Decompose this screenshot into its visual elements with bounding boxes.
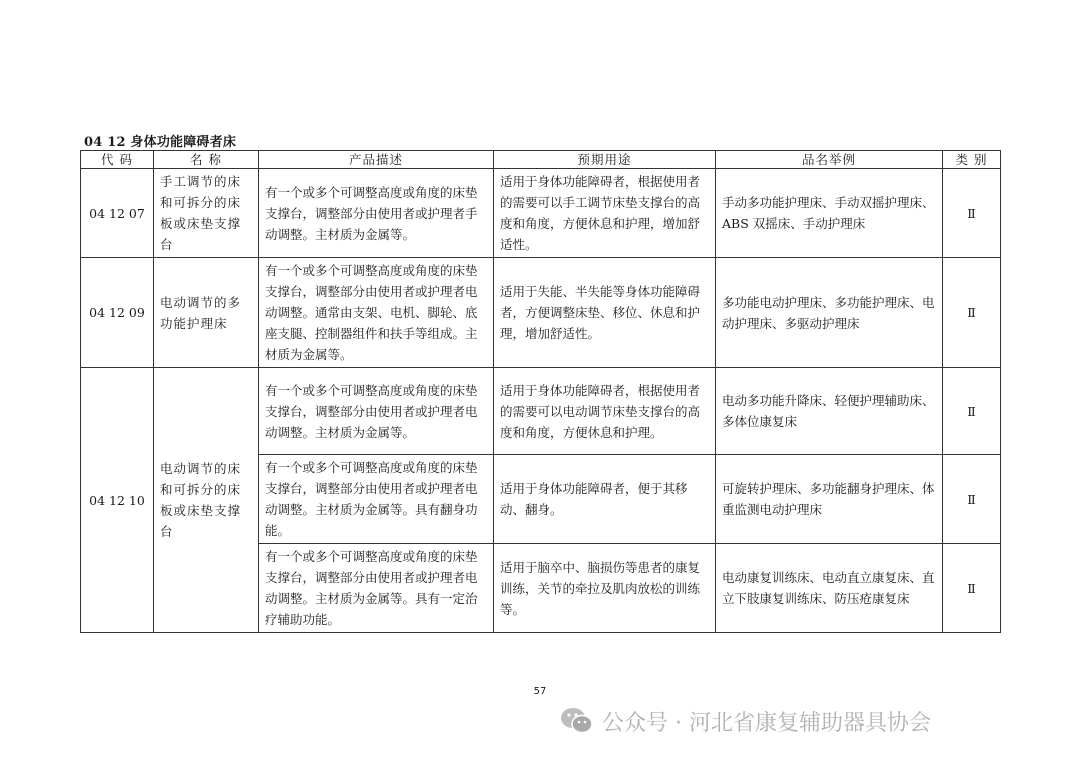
item-class: Ⅱ bbox=[943, 544, 1001, 633]
item-description: 有一个或多个可调整高度或角度的床垫支撑台，调整部分由使用者或护理者电动调整。主材质为金属等。 bbox=[259, 368, 494, 455]
column-header-code: 代 码 bbox=[81, 151, 154, 169]
item-description: 有一个或多个可调整高度或角度的床垫支撑台，调整部分由使用者或护理者电动调整。主材质为金属等。具有翻身功能。 bbox=[259, 455, 494, 544]
item-class: Ⅱ bbox=[943, 258, 1001, 368]
item-intended-use: 适用于失能、半失能等身体功能障碍者，方便调整床垫、移位、休息和护理，增加舒适性。 bbox=[494, 258, 716, 368]
wechat-logo-icon bbox=[560, 706, 594, 736]
item-description: 有一个或多个可调整高度或角度的床垫支撑台，调整部分由使用者或护理者电动调整。主材质为金属等。具有一定治疗辅助功能。 bbox=[259, 544, 494, 633]
column-header-class: 类 别 bbox=[943, 151, 1001, 169]
table-header-row bbox=[81, 151, 1001, 169]
item-examples: 手动多功能护理床、手动双摇护理床、ABS 双摇床、手动护理床 bbox=[716, 169, 943, 258]
column-header-name: 名 称 bbox=[154, 151, 259, 169]
column-header-intended-use: 预期用途 bbox=[494, 151, 716, 169]
section-title: 04 12 身体功能障碍者床 bbox=[84, 135, 237, 150]
item-class: Ⅱ bbox=[943, 169, 1001, 258]
item-examples: 多功能电动护理床、多功能护理床、电动护理床、多驱动护理床 bbox=[716, 258, 943, 368]
item-examples: 电动多功能升降床、轻便护理辅助床、多体位康复床 bbox=[716, 368, 943, 455]
column-header-examples: 品名举例 bbox=[716, 151, 943, 169]
table-row bbox=[81, 169, 1001, 258]
item-name: 电动调节的多功能护理床 bbox=[154, 258, 259, 368]
item-class: Ⅱ bbox=[943, 368, 1001, 455]
item-examples: 电动康复训练床、电动直立康复床、直立下肢康复训练床、防压疮康复床 bbox=[716, 544, 943, 633]
product-catalog-table bbox=[80, 150, 1001, 633]
item-name: 手工调节的床和可拆分的床板或床垫支撑台 bbox=[154, 169, 259, 258]
item-name: 电动调节的床和可拆分的床板或床垫支撑台 bbox=[154, 368, 259, 633]
table-row bbox=[81, 258, 1001, 368]
item-description: 有一个或多个可调整高度或角度的床垫支撑台，调整部分由使用者或护理者手动调整。主材质为金属等。 bbox=[259, 169, 494, 258]
item-description: 有一个或多个可调整高度或角度的床垫支撑台，调整部分由使用者或护理者电动调整。通常由支架、电机、脚轮、底座支腿、控制器组件和扶手等组成。主材质为金属等。 bbox=[259, 258, 494, 368]
item-code: 04 12 09 bbox=[81, 258, 154, 368]
table-row bbox=[81, 368, 1001, 455]
item-intended-use: 适用于身体功能障碍者，根据使用者的需要可以手工调节床垫支撑台的高度和角度，方便休息和护理，增加舒适性。 bbox=[494, 169, 716, 258]
item-intended-use: 适用于脑卒中、脑损伤等患者的康复训练，关节的牵拉及肌肉放松的训练等。 bbox=[494, 544, 716, 633]
item-intended-use: 适用于身体功能障碍者，便于其移动、翻身。 bbox=[494, 455, 716, 544]
item-class: Ⅱ bbox=[943, 455, 1001, 544]
item-code: 04 12 10 bbox=[81, 368, 154, 633]
page-number: 57 bbox=[533, 686, 547, 697]
item-intended-use: 适用于身体功能障碍者，根据使用者的需要可以电动调节床垫支撑台的高度和角度，方便休息和护理。 bbox=[494, 368, 716, 455]
item-code: 04 12 07 bbox=[81, 169, 154, 258]
watermark bbox=[560, 703, 931, 739]
column-header-description: 产品描述 bbox=[259, 151, 494, 169]
watermark-text: 公众号 · 河北省康复辅助器具协会 bbox=[602, 710, 931, 736]
item-examples: 可旋转护理床、多功能翻身护理床、体重监测电动护理床 bbox=[716, 455, 943, 544]
